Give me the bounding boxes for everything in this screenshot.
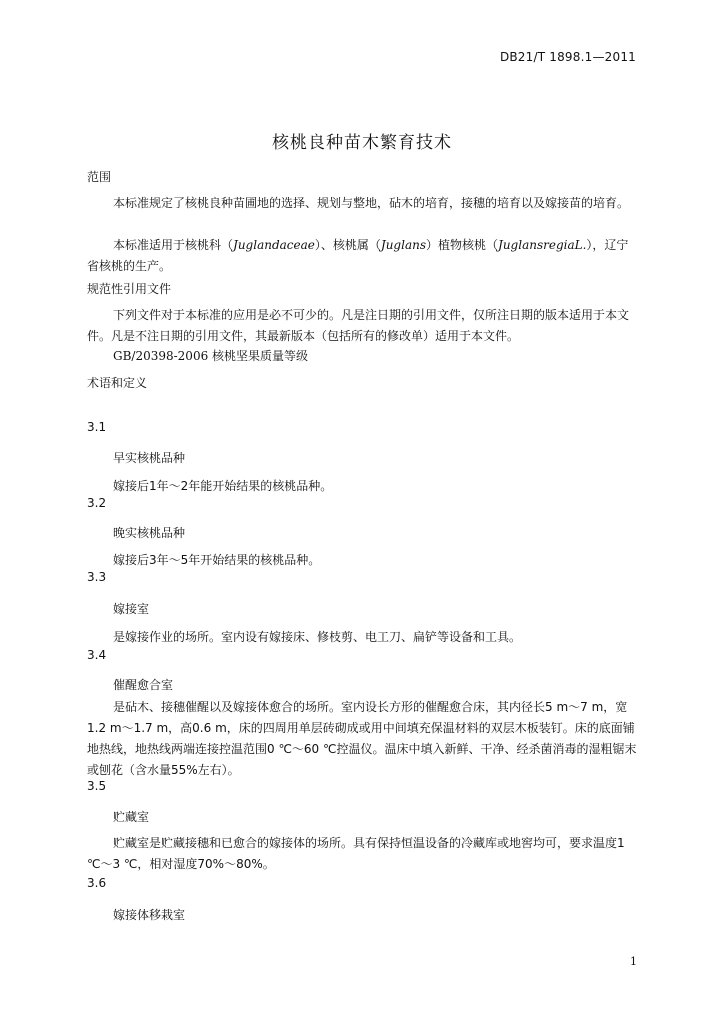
term-definition: 嫁接后1年～2年能开始结果的核桃品种。 (113, 479, 333, 493)
term-name: 晚实核桃品种 (113, 526, 186, 540)
term-name: 催醒愈合室 (113, 678, 174, 692)
term-definition: 是砧木、接穗催醒以及嫁接体愈合的场所。室内设长方形的催醒愈合床，其内径长5 m～7 m，宽1.2 m～1.7 m，高0.6 m，床的四周用单层砖砌成或用中间填充保温材料的双层木板装钉。床的底面铺地热线，地热线两端连接控温范围0 ℃～60 ℃控温仪。温床中填入新鲜、干净、经杀菌消毒的湿粗锯末或刨花（含水量55%左右）。 (87, 700, 637, 777)
reference-code: GB/20398-2006 (113, 349, 209, 363)
term-name: 贮藏室 (113, 810, 150, 824)
page-number: 1 (630, 955, 637, 968)
scope-paragraph-2: 本标准适用于核桃科（Juglandaceae）、核桃属（Juglans）植物核桃（JuglansregiaL.），辽宁省核桃的生产。 (87, 238, 629, 273)
reference-entry (113, 347, 308, 364)
term-name: 嫁接体移栽室 (113, 908, 186, 922)
scope-paragraph-1: 本标准规定了核桃良种苗圃地的选择、规划与整地，砧木的培育，接穗的培育以及嫁接苗的培育。 (113, 196, 630, 210)
term-name: 嫁接室 (113, 602, 150, 616)
latin-name-family: Juglandaceae (233, 238, 315, 252)
document-title: 核桃良种苗木繁育技术 (272, 133, 452, 153)
term-number: 3.1 (87, 420, 107, 434)
latin-name-genus: Juglans (380, 238, 426, 252)
section-heading-normative-references: 规范性引用文件 (87, 282, 172, 296)
term-number: 3.3 (87, 570, 107, 584)
norm-refs-paragraph: 下列文件对于本标准的应用是必不可少的。凡是注日期的引用文件，仅所注日期的版本适用于本文件。凡是不注日期的引用文件，其最新版本（包括所有的修改单）适用于本文件。 (87, 308, 630, 343)
section-heading-scope: 范围 (87, 170, 112, 184)
term-definition: 嫁接后3年～5年开始结果的核桃品种。 (113, 553, 321, 567)
latin-name-species: JuglansregiaL. (498, 238, 587, 252)
section-heading-terms: 术语和定义 (87, 376, 148, 390)
term-definition: 是嫁接作业的场所。室内设有嫁接床、修枝剪、电工刀、扁铲等设备和工具。 (113, 630, 522, 644)
term-number: 3.4 (87, 648, 107, 662)
standard-code: DB21/T 1898.1—2011 (499, 50, 636, 64)
term-name: 早实核桃品种 (113, 451, 186, 465)
reference-title: 核桃坚果质量等级 (212, 349, 309, 363)
term-number: 3.5 (87, 779, 107, 793)
term-number: 3.2 (87, 496, 107, 510)
term-definition: 贮藏室是贮藏接穗和已愈合的嫁接体的场所。具有保持恒温设备的冷藏库或地窖均可，要求温度1 ℃～3 ℃，相对湿度70%～80%。 (87, 836, 625, 871)
term-number: 3.6 (87, 876, 107, 890)
